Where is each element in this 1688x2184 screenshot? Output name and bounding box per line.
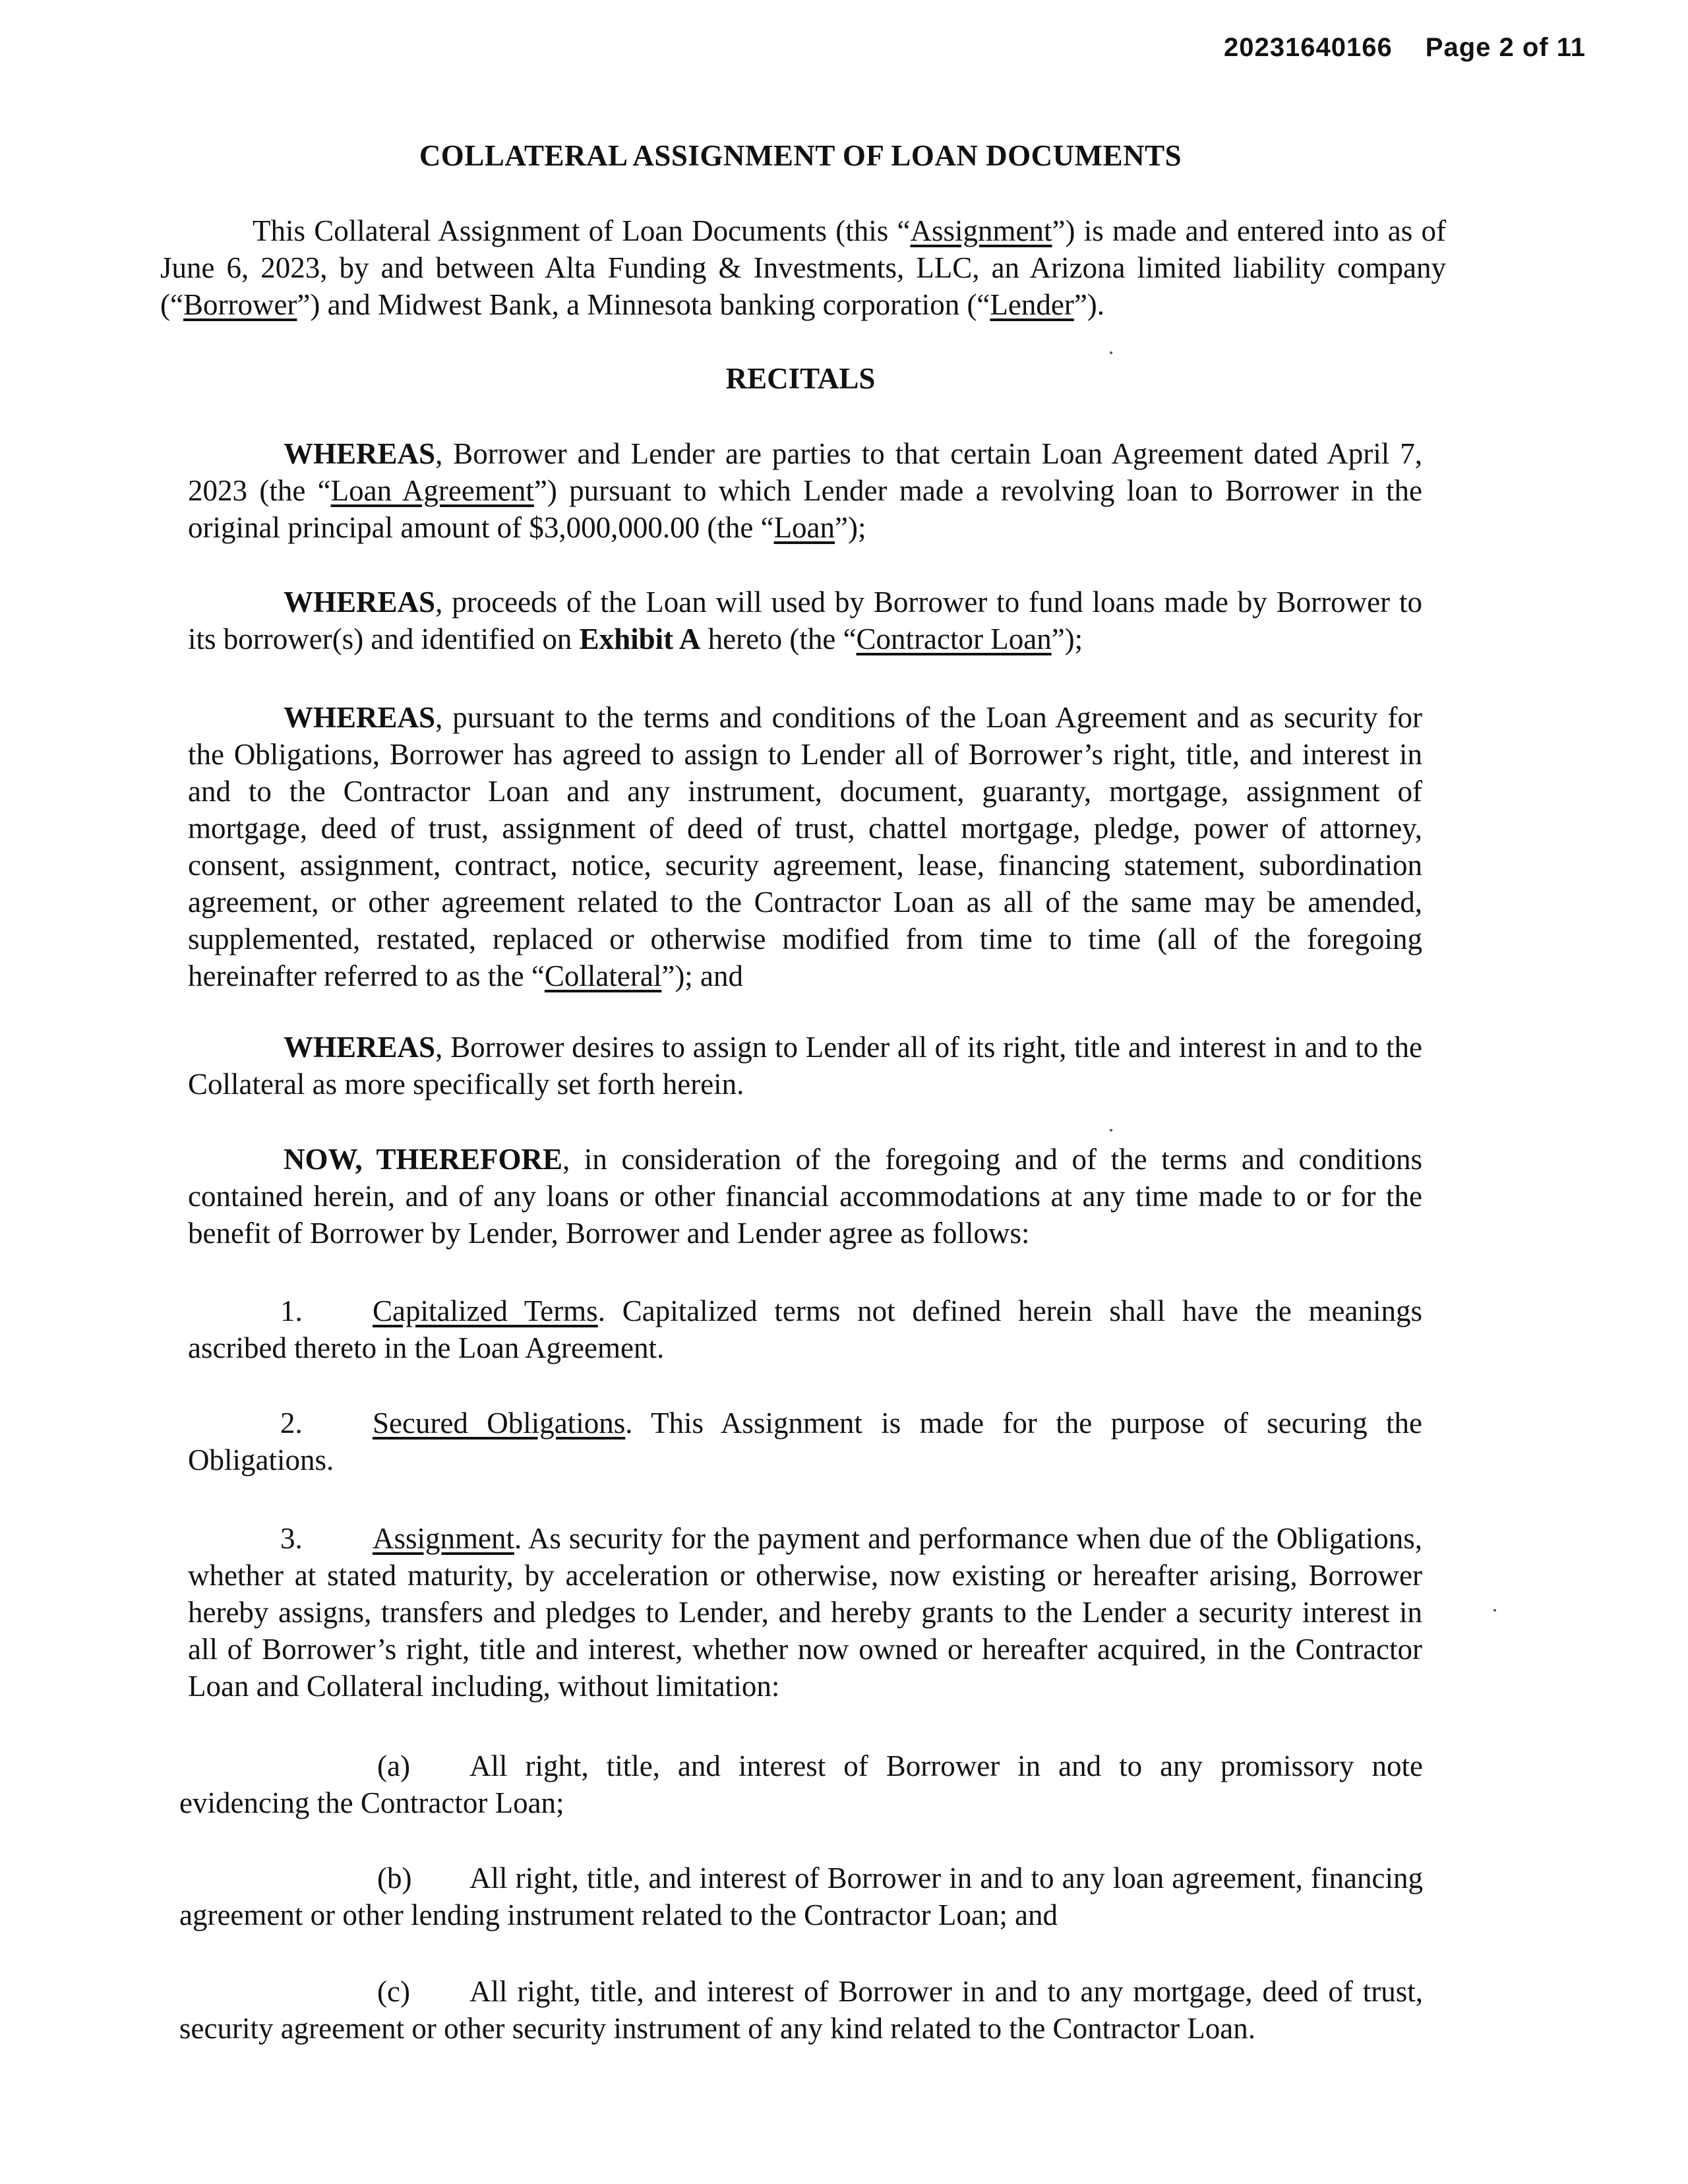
- whereas-lead: WHEREAS: [284, 1031, 436, 1064]
- whereas1-text-1: , Borrower and Lender are parties to that certain Loan Agreement dated April 7, 2023 (the “: [188, 437, 1422, 507]
- document-number: 20231640166: [1224, 33, 1393, 62]
- section-number: 1.: [280, 1294, 303, 1327]
- now-therefore-text: , in consideration of the foregoing and of the terms and conditions contained herein, and of any loans or other financial accommodations at any time made to or for the benefit of Borrower by Lender, Borrower and Lender agree as follows:: [188, 1143, 1422, 1250]
- intro-text-3: ”) and Midwest Bank, a Minnesota banking corporation (“: [297, 288, 990, 321]
- recording-header: [1224, 33, 1586, 63]
- whereas2-text-3: ”);: [1051, 622, 1083, 655]
- section-1: [188, 1292, 1422, 1366]
- whereas1-text-2: ”) pursuant to which Lender made a revolving loan to Borrower in the original principal amount of $3,000,000.00 (the “: [188, 474, 1423, 544]
- scan-speck: [1110, 351, 1112, 354]
- section-2: [188, 1405, 1422, 1478]
- subsection-label: (b): [377, 1862, 412, 1895]
- whereas4-text-1: , Borrower desires to assign to Lender all of its right, title and interest in and to the Collateral as more specifically set forth herein.: [188, 1031, 1422, 1101]
- page-number: Page 2 of 11: [1425, 33, 1586, 62]
- section-heading: Assignment: [373, 1522, 515, 1555]
- defined-term-loan-agreement: Loan Agreement: [330, 474, 534, 507]
- section-number: 2.: [280, 1407, 303, 1440]
- intro-text-2: ”) is made and entered into as of June 6, 2023, by and between Alta Funding & Investments, LLC, an Arizona limited liability company (“: [160, 214, 1446, 321]
- defined-term-collateral: Collateral: [544, 959, 662, 992]
- whereas1-text-3: ”);: [835, 511, 866, 544]
- defined-term-assignment: Assignment: [910, 214, 1052, 247]
- whereas-paragraph-1: [188, 435, 1422, 546]
- intro-text-4: ”).: [1073, 288, 1105, 321]
- document-title: COLLATERAL ASSIGNMENT OF LOAN DOCUMENTS: [419, 139, 1182, 172]
- whereas-lead: WHEREAS: [284, 701, 436, 734]
- whereas-paragraph-2: [188, 584, 1422, 657]
- subsection-label: (c): [377, 1975, 410, 2008]
- defined-term-lender: Lender: [990, 288, 1074, 321]
- whereas3-text-2: ”); and: [661, 959, 744, 992]
- subsection-text: All right, title, and interest of Borrower in and to any loan agreement, financing agreement or other lending instrument related to the Contractor Loan; and: [179, 1862, 1423, 1931]
- whereas-lead: WHEREAS: [284, 586, 436, 619]
- subsection-text: All right, title, and interest of Borrower in and to any promissory note evidencing the Contractor Loan;: [179, 1749, 1423, 1819]
- intro-paragraph: [160, 212, 1446, 323]
- scan-speck: [1110, 1129, 1112, 1132]
- subsection-text: All right, title, and interest of Borrower in and to any mortgage, deed of trust, security agreement or other security instrument of any kind related to the Contractor Loan.: [179, 1975, 1423, 2045]
- section-text: . As security for the payment and performance when due of the Obligations, whether at stated maturity, by acceleration or otherwise, now existing or hereafter arising, Borrower hereby assigns, transfers and pledges to Lender, and hereby grants to the Lender a security interest in all of Borrower’s right, title and interest, whether now owned or hereafter acquired, in the Contractor Loan and Collateral including, without limitation:: [188, 1522, 1422, 1703]
- whereas3-text-1: , pursuant to the terms and conditions of the Loan Agreement and as security for the Obligations, Borrower has agreed to assign to Lender all of Borrower’s right, title, and interest in and to the Contractor Loan and any instrument, document, guaranty, mortgage, assignment of mortgage, deed of trust, assignment of deed of trust, chattel mortgage, pledge, power of attorney, consent, assignment, contract, notice, security agreement, lease, financing statement, subordination agreement, or other agreement related to the Contractor Loan as all of the same may be amended, supplemented, restated, replaced or otherwise modified from time to time (all of the foregoing hereinafter referred to as the “: [188, 701, 1422, 992]
- section-text: . Capitalized terms not defined herein shall have the meanings ascribed thereto in the Loan Agreement.: [188, 1294, 1422, 1364]
- whereas-paragraph-3: [188, 699, 1422, 994]
- defined-term-loan: Loan: [773, 511, 835, 544]
- section-heading: Secured Obligations: [373, 1407, 626, 1440]
- scan-speck: [1493, 1609, 1496, 1612]
- recitals-heading: RECITALS: [725, 362, 876, 395]
- section-text: . This Assignment is made for the purpose of securing the Obligations.: [188, 1407, 1422, 1476]
- section-3: [188, 1520, 1422, 1705]
- section-heading: Capitalized Terms: [373, 1294, 598, 1327]
- now-therefore-paragraph: [188, 1141, 1422, 1252]
- whereas2-text-1: , proceeds of the Loan will used by Borrower to fund loans made by Borrower to its borrower(s) and identified on: [188, 586, 1422, 655]
- exhibit-reference: Exhibit A: [579, 622, 701, 655]
- whereas2-text-2: hereto (the “: [700, 622, 857, 655]
- whereas-paragraph-4: [188, 1029, 1422, 1103]
- whereas-lead: WHEREAS: [284, 437, 436, 470]
- intro-text-1: This Collateral Assignment of Loan Documents (this “: [253, 214, 911, 247]
- subsection-label: (a): [377, 1749, 410, 1782]
- subsection-b: [179, 1860, 1423, 1933]
- subsection-a: [179, 1747, 1423, 1821]
- subsection-c: [179, 1973, 1423, 2047]
- defined-term-borrower: Borrower: [183, 288, 297, 321]
- now-therefore-lead: NOW, THEREFORE: [284, 1143, 562, 1176]
- section-number: 3.: [280, 1522, 303, 1555]
- defined-term-contractor-loan: Contractor Loan: [856, 622, 1052, 655]
